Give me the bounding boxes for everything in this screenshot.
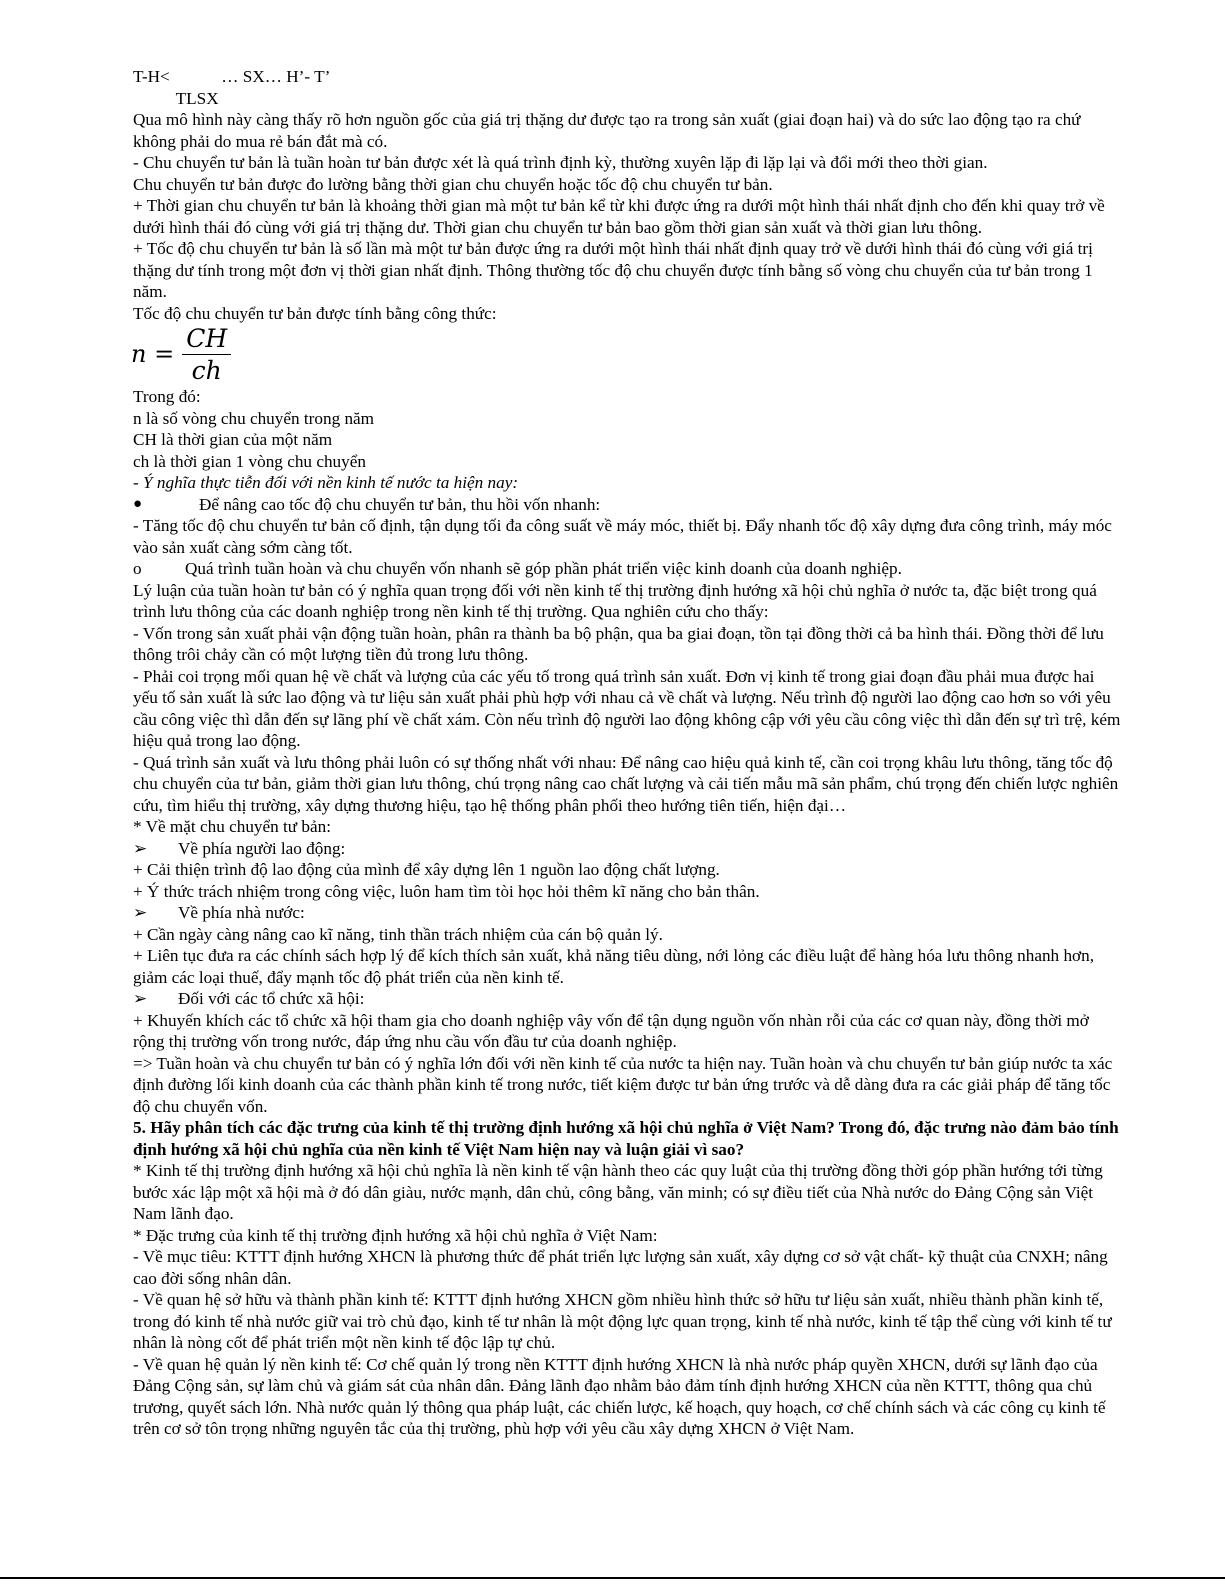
paragraph: CH là thời gian của một năm (133, 430, 333, 449)
list-item: + Cải thiện trình độ lao động của mình để xây dựng lên 1 nguồn lao động chất lượng. (133, 860, 720, 879)
paragraph: + Thời gian chu chuyển tư bản là khoảng thời gian mà một tư bản kể từ khi được ứng ra dưới một hình thái nhất định cho đến khi quay trở về dưới hình thái đó cùng với giá trị thặng dư. Thời gian chu chuyển tư bản bao gồm thời gian sản xuất và thời gian lưu thông. (133, 196, 1105, 237)
circuit-formula-line-1: T-H< … SX… H’- T’ (133, 67, 331, 86)
paragraph: + Tốc độ chu chuyển tư bản là số lần mà một tư bản được ứng ra dưới một hình thái nhất định quay trở về dưới hình thái đó cùng với giá trị thặng dư tính trong một đơn vị thời gian nhất định. Thông thường tốc độ chu chuyển được tính bằng số vòng chu chuyển của tư bản trong 1 năm. (133, 239, 1093, 301)
bullet-dot-icon: ● (133, 495, 143, 512)
state-section-heading (133, 902, 1123, 924)
bullet-text: Về phía người lao động: (178, 838, 346, 858)
paragraph: - Về quan hệ sở hữu và thành phần kinh tế: KTTT định hướng XHCN gồm nhiều hình thức sở hữu tư liệu sản xuất, nhiều thành phần kinh tế, trong đó kinh tế nhà nước giữ vai trò chủ đạo, kinh tế tư nhân là một động lực quan trọng, kinh tế nhà nước, kinh tế tập thể cùng với kinh tế tư nhân là nòng cốt để phát triển một nền kinh tế độc lập tự chủ. (133, 1290, 1112, 1352)
bullet-circle-icon: o (133, 559, 142, 578)
paragraph: n là số vòng chu chuyển trong năm (133, 408, 375, 428)
page-bottom-divider (0, 1577, 1225, 1579)
practical-meaning-heading: - Ý nghĩa thực tiễn đối với nền kinh tế nước ta hiện nay: (133, 473, 519, 492)
paragraph: * Kinh tế thị trường định hướng xã hội chủ nghĩa là nền kinh tế vận hành theo các quy luật của thị trường đồng thời góp phần hướng tới từng bước xác lập một xã hội mà ở đó dân giàu, nước mạnh, dân chủ, công bằng, văn minh; có sự điều tiết của Nhà nước do Đảng Cộng sản Việt Nam lãnh đạo. (133, 1161, 1103, 1223)
social-section-heading (133, 988, 1123, 1010)
formula-numerator: CH (182, 325, 231, 355)
paragraph: Tốc độ chu chuyển tư bản được tính bằng công thức: (133, 303, 497, 323)
worker-section-heading (133, 838, 1123, 860)
paragraph: ch là thời gian 1 vòng chu chuyển (133, 451, 366, 471)
arrow-bullet-icon: ➢ (133, 838, 148, 858)
list-item: + Cần ngày càng nâng cao kĩ năng, tinh thần trách nhiệm của cán bộ quản lý. (133, 924, 663, 944)
paragraph: - Về mục tiêu: KTTT định hướng XHCN là phương thức để phát triển lực lượng sản xuất, xây dựng cơ sở vật chất- kỹ thuật của CNXH; nâng cao đời sống nhân dân. (133, 1247, 1108, 1288)
paragraph: - Vốn trong sản xuất phải vận động tuần hoàn, phân ra thành ba bộ phận, qua ba giai đoạn, tồn tại đồng thời cả ba hình thái. Đồng thời để lưu thông trôi chảy cần có một lượng tiền đủ trong lưu thông. (133, 623, 1104, 664)
bullet-text: Về phía nhà nước: (178, 903, 305, 922)
formula-fraction (182, 325, 231, 385)
arrow-bullet-icon: ➢ (133, 903, 148, 922)
paragraph: - Tăng tốc độ chu chuyển tư bản cố định, tận dụng tối đa công suất về máy móc, thiết bị. Đẩy nhanh tốc độ xây dựng đưa công trình, máy móc vào sản xuất càng sớm càng tốt. (133, 516, 1112, 557)
question-5-heading: 5. Hãy phân tích các đặc trưng của kinh tế thị trường định hướng xã hội chủ nghĩa ở Việt Nam? Trong đó, đặc trưng nào đảm bảo tính định hướng xã hội chủ nghĩa của nền kinh tế Việt Nam hiện nay và luận giải vì sao? (133, 1118, 1119, 1159)
bullet-text: Quá trình tuần hoàn và chu chuyển vốn nhanh sẽ góp phần phát triển việc kinh doanh của doanh nghiệp. (185, 559, 902, 578)
paragraph: - Về quan hệ quản lý nền kinh tế: Cơ chế quản lý trong nền KTTT định hướng XHCN là nhà nước pháp quyền XHCN, dưới sự lãnh đạo của Đảng Cộng sản, sự làm chủ và giám sát của nhân dân. Đảng lãnh đạo nhằm bảo đảm tính định hướng XHCN của nền KTTT, thông qua chủ trương, quyết sách lớn. Nhà nước quản lý thông qua pháp luật, các chiến lược, kế hoạch, quy hoạch, cơ chế chính sách và các công cụ kinh tế trên cơ sở tôn trọng những nguyên tắc của thị trường, phù hợp với yêu cầu xây dựng XHCN ở Việt Nam. (133, 1354, 1106, 1438)
list-item: => Tuần hoàn và chu chuyển tư bản có ý nghĩa lớn đối với nền kinh tế của nước ta hiện nay. Tuần hoàn và chu chuyển tư bản giúp nước ta xác định đường lối kinh doanh của các thành phần kinh tế trong nước, tiết kiệm được tư bản ứng trước và dễ dàng đưa ra các giải pháp để tăng tốc độ chu chuyển vốn. (133, 1053, 1113, 1116)
circuit-formula-line-2: TLSX (133, 88, 219, 108)
paragraph: Lý luận của tuần hoàn tư bản có ý nghĩa quan trọng đối với nền kinh tế thị trường định hướng xã hội chủ nghĩa ở nước ta, đặc biệt trong quá trình lưu thông của các doanh nghiệp trong nền kinh tế thị trường. Qua nghiên cứu cho thấy: (133, 580, 1097, 621)
bullet-text: Để nâng cao tốc độ chu chuyển tư bản, thu hồi vốn nhanh: (199, 494, 601, 514)
paragraph: Qua mô hình này càng thấy rõ hơn nguồn gốc của giá trị thặng dư được tạo ra trong sản xuất (giai đoạn hai) và do sức lao động tạo ra chứ không phải do mua rẻ bán đắt mà có. (133, 110, 1081, 151)
paragraph: * Về mặt chu chuyển tư bản: (133, 817, 332, 836)
arrow-bullet-icon: ➢ (133, 989, 148, 1008)
formula-denominator: ch (191, 356, 222, 385)
list-item: + Liên tục đưa ra các chính sách hợp lý để kích thích sản xuất, khả năng tiêu dùng, nới lỏng các điều luật để hàng hóa lưu thông nhanh hơn, giảm các loại thuế, đẩy mạnh tốc độ phát triển của nền kinh tế. (133, 946, 1095, 987)
paragraph: Chu chuyển tư bản được đo lường bằng thời gian chu chuyển hoặc tốc độ chu chuyển tư bản. (133, 174, 773, 194)
paragraph: Trong đó: (133, 387, 201, 406)
bullet-item (133, 558, 1123, 580)
list-item: + Khuyến khích các tổ chức xã hội tham gia cho doanh nghiệp vây vốn để tận dụng nguồn vốn nhàn rỗi của các cơ quan này, đồng thời mở rộng thị trường vốn trong nước, đáp ứng nhu cầu vốn đầu tư của doanh nghiệp. (133, 1010, 1089, 1051)
paragraph: * Đặc trưng của kinh tế thị trường định hướng xã hội chủ nghĩa ở Việt Nam: (133, 1225, 658, 1245)
paragraph: - Phải coi trọng mối quan hệ về chất và lượng của các yếu tố trong quá trình sản xuất. Đơn vị kinh tế trong giai đoạn đầu phải mua được hai yếu tố sản xuất là sức lao động và tư liệu sản xuất phải phù hợp với nhau cả về chất và lượng. Nếu trình độ người lao động cao hơn so với yêu cầu công việc thì dẫn đến sự lãng phí về chất xám. Còn nếu trình độ người lao động không cập với yêu cầu công việc thì dẫn đến sự trì trệ, kém hiệu quả trong lao động. (133, 666, 1121, 750)
paragraph: - Chu chuyển tư bản là tuần hoàn tư bản được xét là quá trình định kỳ, thường xuyên lặp đi lặp lại và đổi mới theo thời gian. (133, 153, 988, 172)
turnover-formula (131, 324, 1123, 386)
bullet-item (133, 494, 1123, 516)
document-page (133, 66, 1123, 1440)
list-item: + Ý thức trách nhiệm trong công việc, luôn ham tìm tòi học hỏi thêm kĩ năng cho bản thân. (133, 881, 760, 901)
bullet-text: Đối với các tổ chức xã hội: (178, 989, 365, 1008)
paragraph: - Quá trình sản xuất và lưu thông phải luôn có sự thống nhất với nhau: Để nâng cao hiệu quả kinh tế, cần coi trọng khâu lưu thông, tăng tốc độ chu chuyển của tư bản, giảm thời gian lưu thông, chú trọng nâng cao chất lượng và cải tiến mẫu mã sản phẩm, chú trọng đến chiến lược nghiên cứu, tìm hiểu thị trường, xây dựng thương hiệu, tạo hệ thống phân phối theo hướng tiên tiến, hiện đại… (133, 752, 1119, 815)
formula-lhs: n = (131, 340, 175, 369)
